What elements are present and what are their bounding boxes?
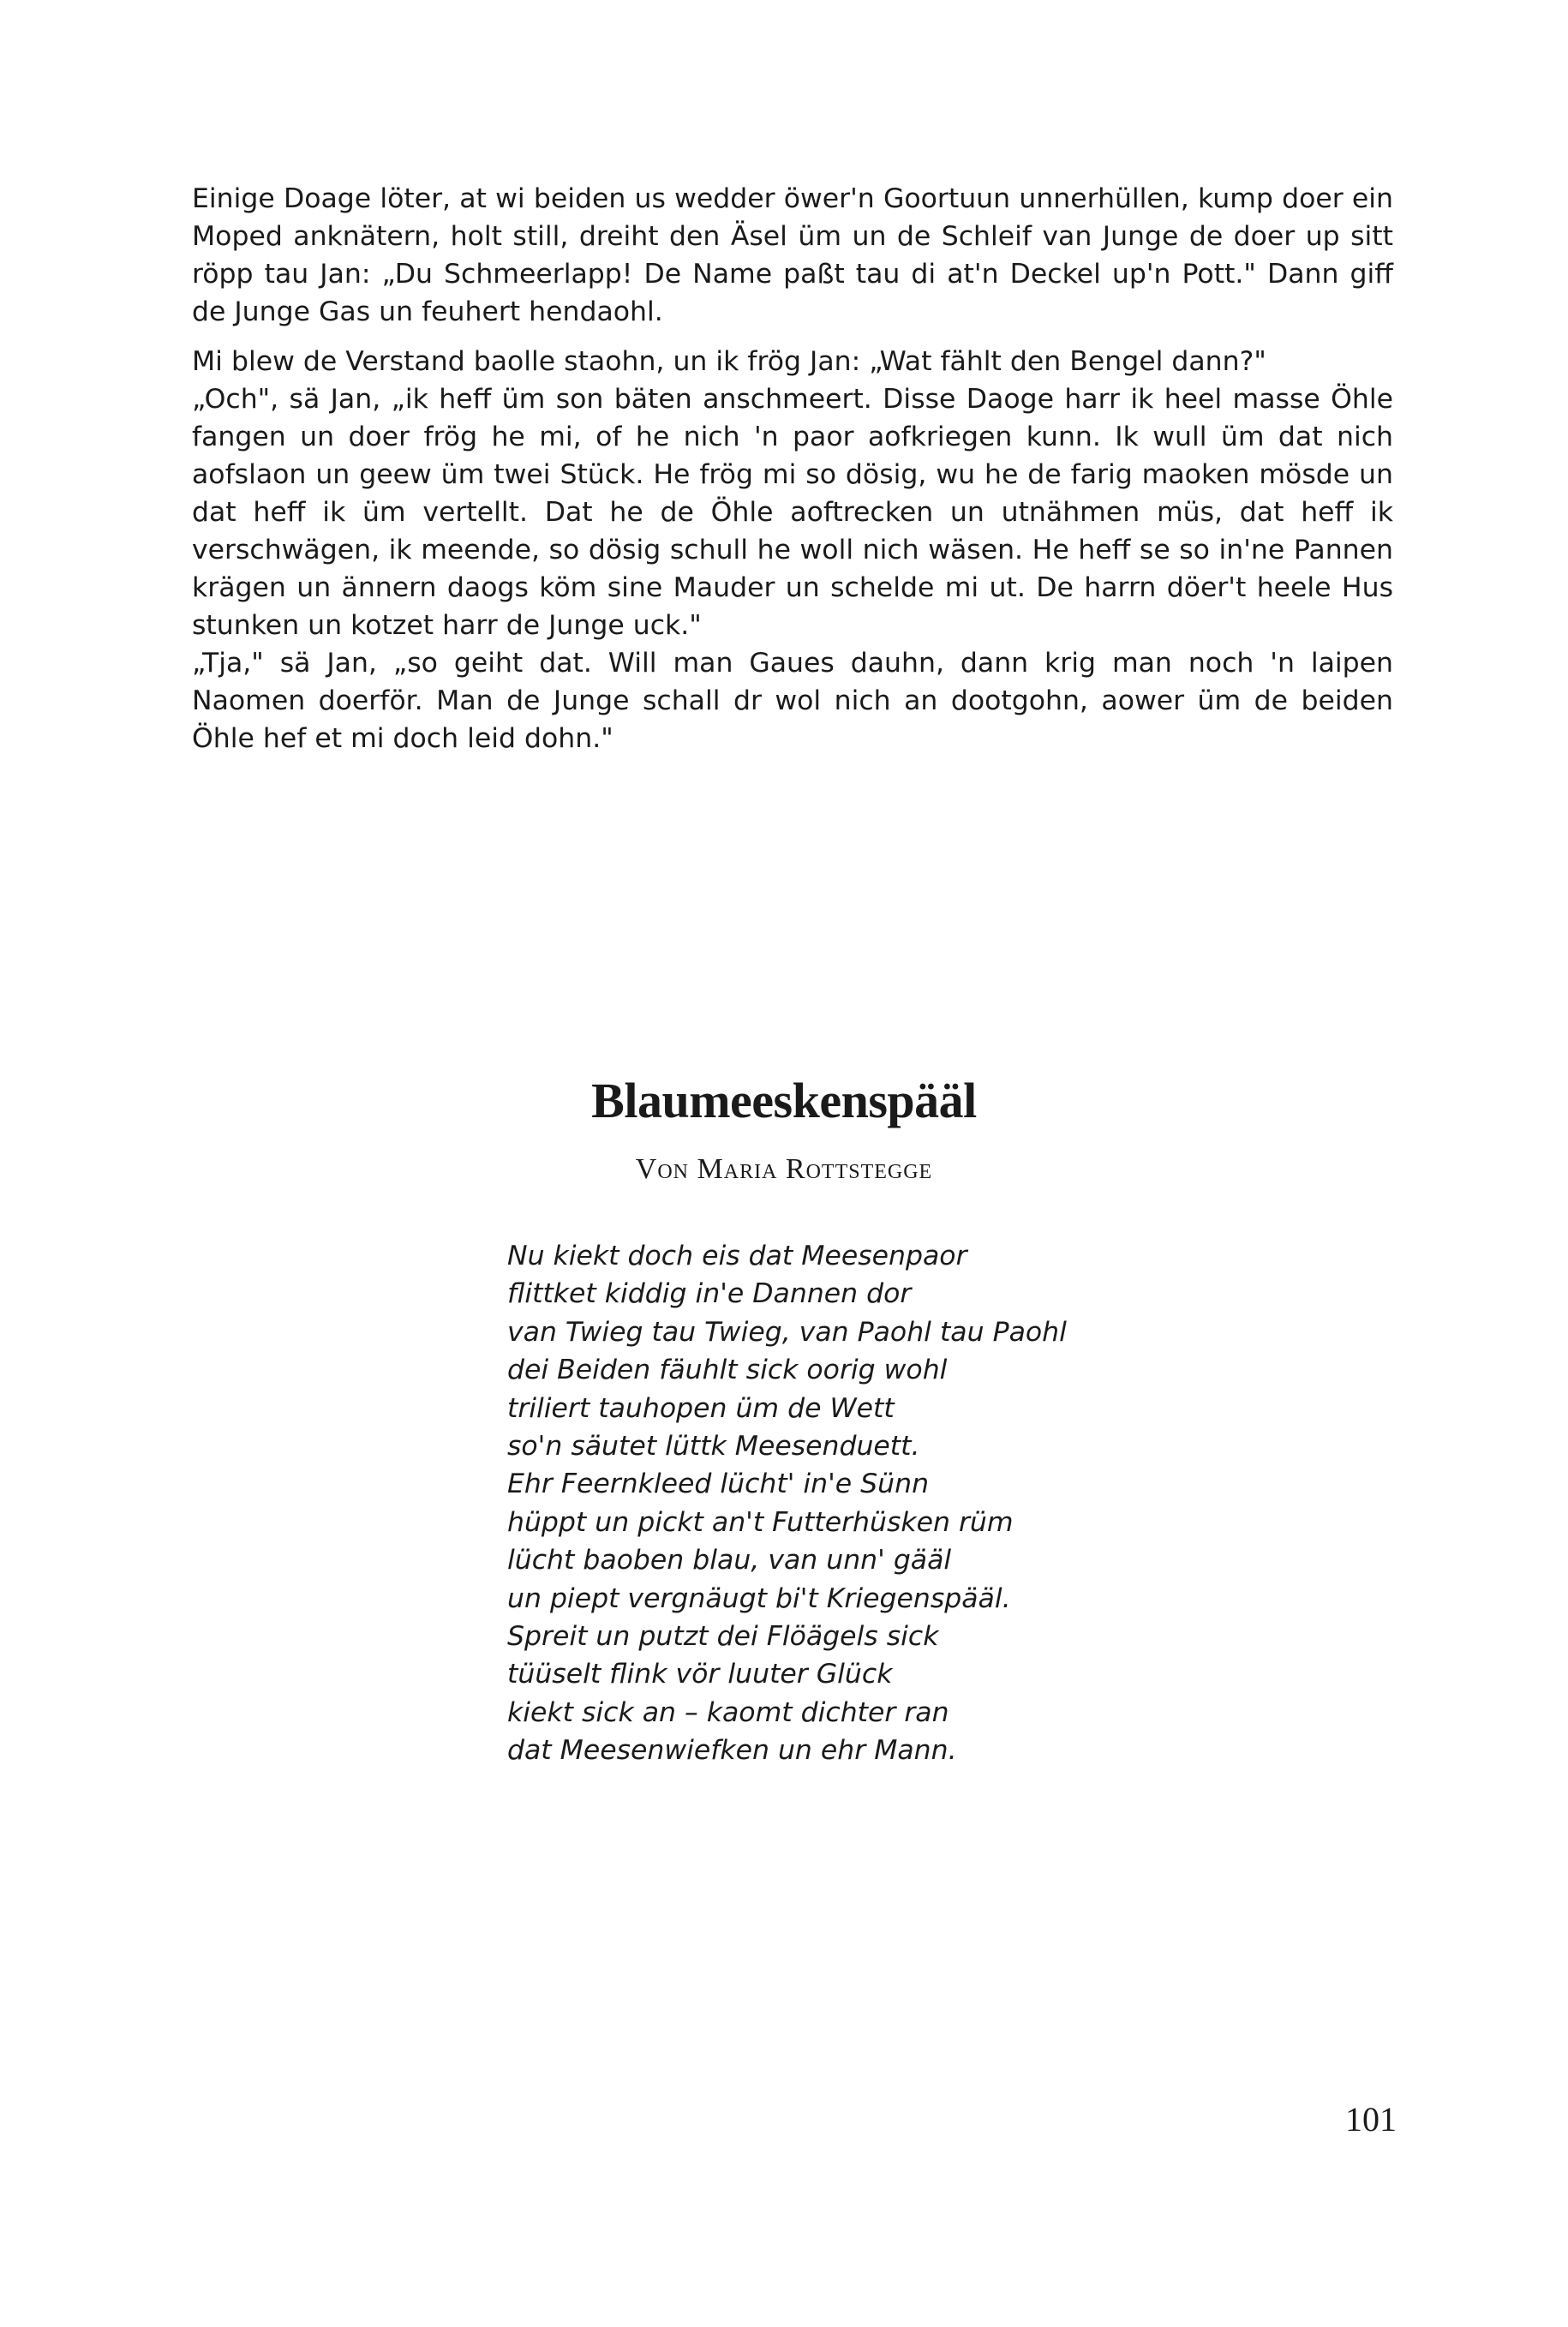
poem-line: so'n säutet lüttk Meesenduett. [507, 1431, 920, 1463]
prose-paragraph-4: „Tja," sä Jan, „so geiht dat. Will man Gaues dauhn, dann krig man noch 'n laipen Naomen doerför. Man de Junge schall dr wol nich an dootgohn, aower üm de beiden Öhle hef et mi doch leid dohn." [192, 648, 1393, 754]
poem-line: van Twieg tau Twieg, van Paohl tau Paohl [507, 1316, 1067, 1348]
poem-line: dat Meesenwiefken un ehr Mann. [507, 1735, 957, 1767]
poem-line: Nu kiekt doch eis dat Meesenpaor [507, 1241, 967, 1271]
poem-line: flittket kiddig in'e Dannen dor [507, 1278, 912, 1310]
poem-line: lücht baoben blau, van unn' gääl [507, 1545, 952, 1576]
poem-line: triliert tauhopen üm de Wett [507, 1392, 895, 1424]
poem-line: un piept vergnäugt bi't Kriegenspääl. [507, 1582, 1011, 1614]
poem-line: Spreit un putzt dei Flöägels sick [507, 1621, 939, 1653]
story-title: Blaumeeskenspääl [591, 1073, 977, 1128]
story-author: Von Maria Rottstegge [635, 1153, 933, 1185]
poem-line: hüppt un pickt an't Futterhüsken rüm [507, 1506, 1014, 1538]
prose-paragraph-1: Einige Doage löter, at wi beiden us wedder öwer'n Goortuun unnerhüllen, kump doer ein Moped anknätern, holt still, dreiht den Äsel üm un de Schleif van Junge de doer up sitt röpp tau Jan: „Du Schmeerlapp! De Name paßt tau di at'n Deckel up'n Pott." Dann giff de Junge Gas un feuhert hendaohl. [192, 183, 1393, 327]
poem [507, 1237, 1450, 1770]
poem-line: kiekt sick an – kaomt dichter ran [507, 1696, 949, 1728]
page-number: 101 [1345, 2100, 1397, 2139]
prose-paragraph-2: Mi blew de Verstand baolle staohn, un ik frög Jan: „Wat fählt den Bengel dann?" [192, 346, 1266, 377]
poem-line: Ehr Feernkleed lücht' in'e Sünn [507, 1469, 930, 1500]
poem-line: tüüselt flink vör luuter Glück [507, 1659, 893, 1690]
prose-paragraph-3: „Och", sä Jan, „ik heff üm son bäten anschmeert. Disse Daoge harr ik heel masse Öhle fangen un doer frög he mi, of he nich 'n paor aofkriegen kunn. Ik wull üm dat nich aofslaon un geew üm twei Stück. He frög mi so dösig, wu he de farig maoken mösde un dat heff ik üm vertellt. Dat he de Öhle aoftrecken un utnähmen müs, dat heff ik verschwägen, ik meende, so dösig schull he woll nich wäsen. He heff se so in'ne Pannen krägen un ännern daogs köm sine Mauder un schelde mi ut. De harrn döer't heele Hus stunken un kotzet harr de Junge uck." [192, 384, 1393, 641]
prose-section [192, 180, 1393, 757]
poem-line: dei Beiden fäuhlt sick oorig wohl [507, 1355, 948, 1386]
